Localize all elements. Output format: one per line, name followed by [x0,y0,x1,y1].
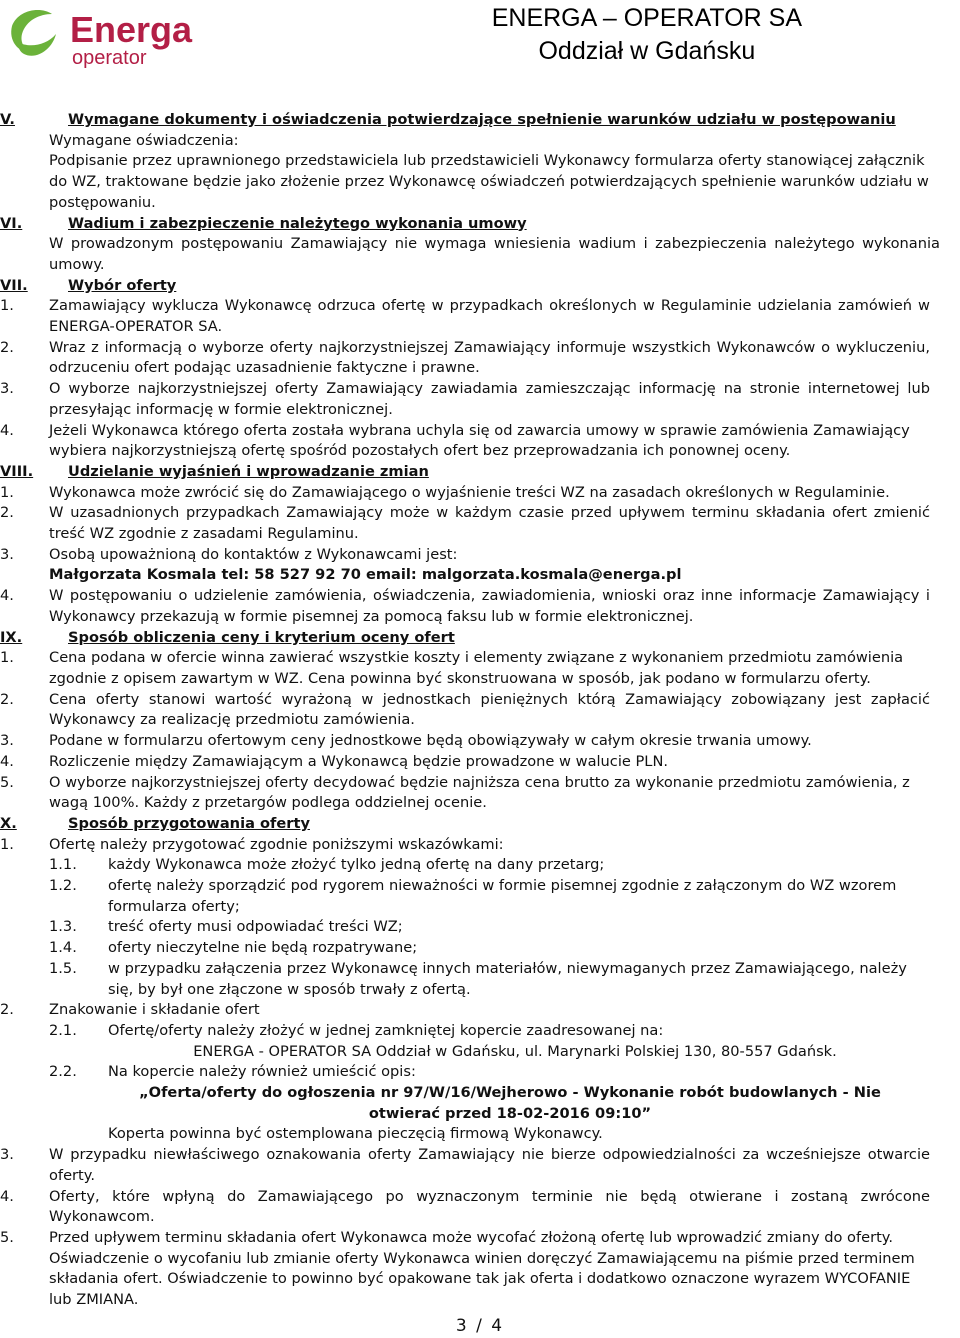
branch-name: Oddział w Gdańsku [538,37,756,65]
item-text: W uzasadnionych przypadkach Zamawiający może w każdym czasie przed upływem terminu składania ofert zmienić treść WZ zgodnie z zasadami Regulaminu. [49,504,930,543]
energa-logo [6,4,206,68]
list-item [0,835,960,856]
company-name: ENERGA – OPERATOR SA [491,4,802,32]
item-text: W postępowaniu o udzielenie zamówienia, oświadczenia, zawiadomienia, wnioski oraz inne informacje Zamawiający i Wykonawcy przekazują w formie pisemnej za pomocą faksu lub w formie elektronicznej. [49,587,930,625]
list-item [0,1228,960,1311]
list-item [0,503,960,544]
list-item [0,690,960,731]
list-item [0,752,960,773]
section-title: Sposób przygotowania oferty [68,814,310,832]
item-text: treść oferty musi odpowiadać treści WZ; [108,918,403,936]
stamp-note: Koperta powinna być ostemplowana pieczęcią firmową Wykonawcy. [108,1125,603,1143]
item-text: Cena podana w ofercie winna zawierać wszystkie koszty i elementy związane z wykonaniem przedmiotu zamówienia zgodnie z opisem zawartym w WZ. Cena powinna być skonstruowana w sposób, jak podano w formularzu oferty. [49,649,904,687]
paragraph: W prowadzonym postępowaniu Zamawiający nie wymaga wniesienia wadium i zabezpieczenia należytego wykonania umowy. [49,235,940,273]
paragraph: Wymagane oświadczenia: [49,131,239,149]
item-number: 3. [0,380,14,398]
page-header [0,0,960,80]
sub-item [0,959,960,1000]
item-number: 1.1. [49,856,77,874]
item-text: oferty nieczytelne nie będą rozpatrywane; [108,939,418,957]
item-text: Oferty, które wpłyną do Zamawiającego po wyznaczonym terminie nie będą otwierane i zostaną zwrócone Wykonawcom. [49,1187,930,1226]
item-number: 2. [0,690,14,708]
section-vii [0,276,960,462]
item-number: 3. [0,545,14,563]
section-number: VI. [0,214,23,232]
list-item [0,338,960,379]
section-heading [0,462,960,483]
item-number: 1.5. [49,959,77,977]
item-text: Wraz z informacją o wyborze oferty najkorzystniejszej Zamawiający informuje wszystkich Wykonawców o wykluczeniu, odrzuceniu ofert podając uzasadnienie faktyczne i prawne. [49,338,930,377]
item-text: Zamawiający wyklucza Wykonawcę odrzuca ofertę w przypadkach określonych w Regulaminie udzielania zamówień w ENERGA-OPERATOR SA. [49,297,930,336]
section-number: VII. [0,276,28,294]
section-number: X. [0,814,17,832]
item-text: każdy Wykonawca może złożyć tylko jedną ofertę na dany przetarg; [108,856,605,874]
item-text: Wykonawca może zwrócić się do Zamawiającego o wyjaśnienie treści WZ na zasadach określonych w Regulaminie. [49,483,890,501]
list-item [0,773,960,814]
envelope-label-line: otwierać przed 18-02-2016 09:10” [368,1104,652,1122]
list-item [0,586,960,627]
sub-item [0,855,960,876]
section-number: IX. [0,628,23,646]
section-title: Wymagane dokumenty i oświadczenia potwierdzające spełnienie warunków udziału w postępowaniu [68,111,896,128]
item-text: Osobą upoważnioną do kontaktów z Wykonawcami jest: [49,545,458,563]
section-heading [0,814,960,835]
item-text: Podane w formularzu ofertowym ceny jednostkowe będą obowiązywały w całym okresie trwania umowy. [49,732,812,750]
sub-item [0,1062,960,1083]
list-item [0,379,960,420]
envelope-label-line: „Oferta/oferty do ogłoszenia nr 97/W/16/Wejherowo - Wykonanie robót budowlanych - Nie [139,1084,881,1102]
list-item [0,421,960,462]
section-title: Wadium i zabezpieczenie należytego wykonania umowy [68,214,527,232]
section-viii [0,462,960,628]
item-number: 3. [0,732,14,750]
section-ix [0,628,960,814]
section-number: VIII. [0,462,34,480]
item-text: Cena oferty stanowi wartość wyrażoną w jednostkach pieniężnych którą Zamawiający zobowiązany jest zapłacić Wykonawcy za realizację przedmiotu zamówienia. [49,690,930,729]
item-number: 4. [0,587,14,605]
item-number: 1. [0,835,14,853]
item-number: 1. [0,649,14,667]
item-text: Rozliczenie między Zamawiającym a Wykonawcą będzie prowadzone w walucie PLN. [49,752,668,770]
section-heading [0,110,960,131]
item-number: 2. [0,338,14,356]
section-vi [0,214,960,276]
document-body [0,110,960,1311]
list-item [0,648,960,689]
item-number: 2. [0,504,14,522]
svg-text:operator: operator [72,47,147,68]
contact-person: Małgorzata Kosmala tel: 58 527 92 70 email: malgorzata.kosmala@energa.pl [49,566,682,584]
header-title [492,2,802,68]
section-heading [0,628,960,649]
list-item [0,483,960,504]
item-text: Znakowanie i składanie ofert [49,1001,260,1019]
item-text: O wyborze najkorzystniejszej oferty Zamawiający zawiadamia zamieszczając informację na stronie internetowej lub przesyłając informację w formie elektronicznej. [49,380,930,418]
item-number: 1.2. [49,877,77,895]
item-number: 5. [0,773,14,791]
item-text: Ofertę należy przygotować zgodnie poniższymi wskazówkami: [49,835,504,853]
list-item [0,731,960,752]
item-number: 1. [0,483,14,501]
section-title: Wybór oferty [68,276,177,294]
item-number: 2. [0,1001,14,1019]
list-item [0,1187,960,1228]
list-item [0,1000,960,1021]
paragraph: Podpisanie przez uprawnionego przedstawiciela lub przedstawicieli Wykonawcy formularza oferty stanowiącej załącznik do WZ, traktowane będzie jako złożenie przez Wykonawcę oświadczeń potwierdzających spełnienie warunków udziału w postępowaniu. [49,152,929,211]
item-text: Jeżeli Wykonawca którego oferta została wybrana uchyla się od zawarcia umowy w sprawie zamówienia Zamawiający wybiera najkorzystniejszą ofertę spośród pozostałych ofert bez przeprowadzania ich ponownej oceny. [49,421,910,460]
section-number: V. [0,111,15,128]
sub-item [0,938,960,959]
item-text: Przed upływem terminu składania ofert Wykonawca może wycofać złożoną ofertę lub wprowadzić zmiany do oferty. Oświadczenie o wycofaniu lub zmianie oferty Wykonawca winien doręczyć Zamawiającemu na piśmie przed terminem składania ofert. Oświadczenie to powinno być opakowane tak jak oferta i dodatkowo oznaczone wyrazem WYCOFANIE lub ZMIANA. [49,1228,915,1309]
sub-item [0,917,960,938]
address-line: ENERGA - OPERATOR SA Oddział w Gdańsku, ul. Marynarki Polskiej 130, 80-557 Gdańsk. [193,1042,837,1060]
section-v [0,110,960,214]
item-text: w przypadku załączenia przez Wykonawcę innych materiałów, niewymaganych przez Zamawiającego, należy się, by był one złączone w sposób trwały z ofertą. [108,959,907,998]
item-text: W przypadku niewłaściwego oznakowania oferty Zamawiający nie bierze odpowiedzialności za wcześniejsze otwarcie oferty. [49,1146,930,1184]
list-item [0,545,960,566]
item-text: ofertę należy sporządzić pod rygorem nieważności w formie pisemnej zgodnie z załączonym do WZ wzorem formularza oferty; [108,877,897,915]
section-title: Sposób obliczenia ceny i kryterium oceny ofert [68,628,455,646]
list-item [0,296,960,337]
sub-item [0,1021,960,1042]
list-item [0,1145,960,1186]
svg-text:Energa: Energa [70,9,193,50]
section-x [0,814,960,1311]
sub-item [0,876,960,917]
item-number: 1.3. [49,918,77,936]
item-number: 5. [0,1228,14,1246]
item-number: 4. [0,1187,14,1205]
item-number: 1. [0,297,14,315]
item-number: 3. [0,1146,14,1164]
item-text: Na kopercie należy również umieścić opis: [108,1063,416,1081]
section-title: Udzielanie wyjaśnień i wprowadzanie zmian [68,462,429,480]
section-heading [0,276,960,297]
page-number: 3 / 4 [455,1316,505,1336]
item-text: O wyborze najkorzystniejszej oferty decydować będzie najniższa cena brutto za wykonanie przedmiotu zamówienia, z wagą 100%. Każdy z przetargów podlega oddzielnej ocenie. [49,773,910,812]
item-number: 4. [0,752,14,770]
item-number: 4. [0,421,14,439]
item-number: 2.1. [49,1021,77,1039]
item-number: 2.2. [49,1063,77,1081]
item-text: Ofertę/oferty należy złożyć w jednej zamkniętej kopercie zaadresowanej na: [108,1021,664,1039]
section-heading [0,214,960,235]
item-number: 1.4. [49,939,77,957]
